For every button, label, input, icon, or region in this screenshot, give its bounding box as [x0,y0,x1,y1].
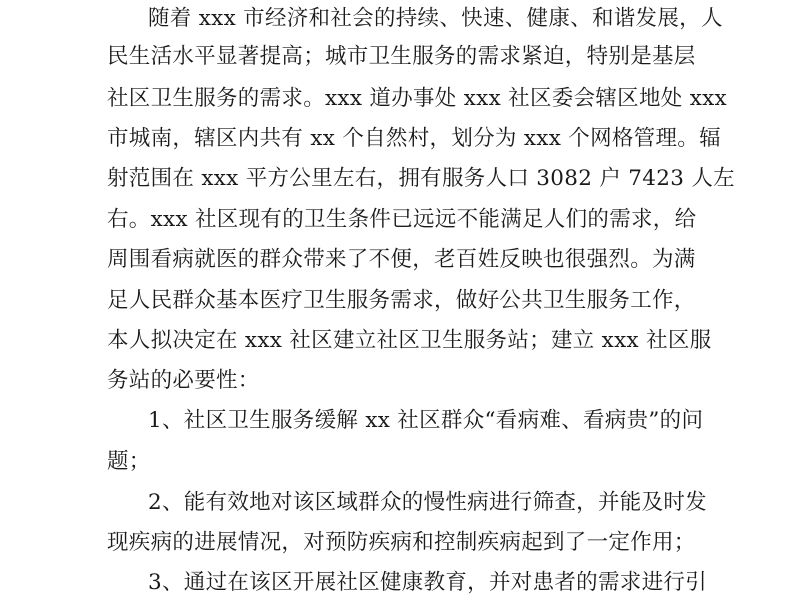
text-line: 题； [107,449,151,474]
text-line: 务站的必要性： [107,368,260,393]
text-line: 右。xxx 社区现有的卫生条件已远远不能满足人们的需求，给 [107,207,697,232]
text-line: 足人民群众基本医疗卫生服务需求，做好公共卫生服务工作， [107,288,696,313]
text-line: 射范围在 xxx 平方公里左右，拥有服务人口 3082 户 7423 人左 [107,166,735,191]
text-line: 本人拟决定在 xxx 社区建立社区卫生服务站；建立 xxx 社区服 [107,328,712,353]
text-line: 民生活水平显著提高；城市卫生服务的需求紧迫，特别是基层 [107,44,696,69]
text-line: 随着 xxx 市经济和社会的持续、快速、健康、和谐发展，人 [148,6,723,31]
text-line: 现疾病的进展情况，对预防疾病和控制疾病起到了一定作用； [107,530,696,555]
text-line: 周围看病就医的群众带来了不便，老百姓反映也很强烈。为满 [107,247,696,272]
text-line: 社区卫生服务的需求。xxx 道办事处 xxx 社区委会辖区地处 xxx [107,86,727,111]
text-line: 市城南，辖区内共有 xx 个自然村，划分为 xxx 个网格管理。辐 [107,126,721,151]
list-item: 2、能有效地对该区域群众的慢性病进行筛查，并能及时发 [148,490,707,515]
list-item: 3、通过在该区开展社区健康教育，并对患者的需求进行引 [148,570,707,595]
list-item: 1、社区卫生服务缓解 xx 社区群众“看病难、看病贵”的问 [148,408,704,433]
